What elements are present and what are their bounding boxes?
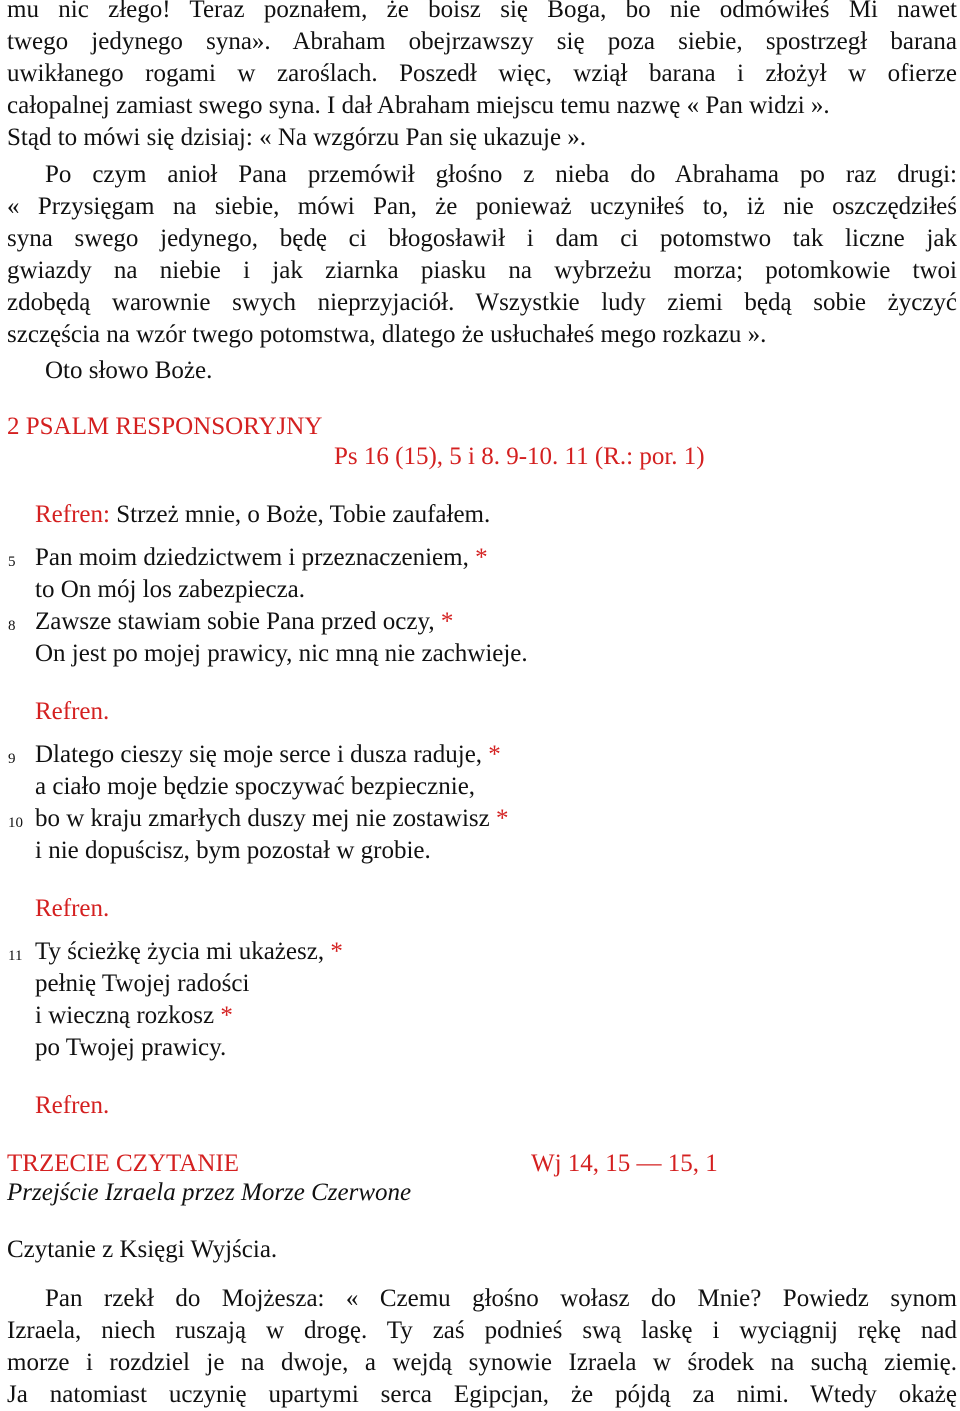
text-line: Pan rzekł do Mojżesza: « Czemu głośno wołasz do Mnie? Powiedz synom	[45, 1285, 957, 1312]
verse-number: 10	[8, 815, 23, 831]
reading-intro: Czytanie z Księgi Wyjścia.	[7, 1236, 278, 1263]
text-line: mu nic złego! Teraz poznałem, że boisz się Boga, bo nie odmówiłeś Mi nawet	[7, 0, 957, 23]
asterisk-marker: *	[440, 608, 454, 635]
verse-line	[0, 1033, 960, 1065]
verse-number: 11	[8, 948, 23, 964]
verse-line	[0, 607, 960, 639]
text-line: całopalnej zamiast swego syna. I dał Abraham miejscu temu nazwę « Pan widzi ».	[7, 92, 830, 119]
verse-text: On jest po mojej prawicy, nic mną nie zachwieje.	[35, 640, 528, 667]
verse-line	[0, 639, 960, 671]
text-line: Ja natomiast uczynię upartymi serca Egipcjan, że pójdą za nimi. Wtedy okażę	[7, 1381, 957, 1408]
verse-line	[0, 836, 960, 868]
verse-line	[0, 1001, 960, 1033]
verse-text: Zawsze stawiam sobie Pana przed oczy,	[35, 608, 441, 635]
refrain	[35, 500, 490, 530]
refrain-short: Refren.	[35, 1092, 110, 1119]
reading-heading: TRZECIE CZYTANIE	[7, 1150, 239, 1177]
verse-text: Dlatego cieszy się moje serce i dusza raduje,	[35, 741, 489, 768]
verse-number: 8	[8, 618, 16, 634]
verse-text: Pan moim dziedzictwem i przeznaczeniem,	[35, 544, 476, 571]
text-line: Izraela, niech ruszają w drogę. Ty zaś podnieś swą laskę i wyciągnij rękę nad	[7, 1317, 957, 1344]
reading-subtitle: Przejście Izraela przez Morze Czerwone	[7, 1179, 412, 1206]
asterisk-marker: *	[495, 805, 509, 832]
verse-line	[0, 543, 960, 575]
verse-text: Ty ścieżkę życia mi ukażesz,	[35, 938, 331, 965]
verse-text: i wieczną rozkosz	[35, 1002, 221, 1029]
asterisk-marker: *	[475, 544, 488, 571]
text-line: twego jedynego syna». Abraham obejrzawszy się poza siebie, spostrzegł barana	[7, 28, 957, 55]
text-line: zdobędą warownie swych nieprzyjaciół. Wszystkie ludy ziemi będą sobie życzyć	[7, 289, 957, 316]
text-line: gwiazdy na niebie i jak ziarnka piasku na wybrzeżu morza; potomkowie twoi	[7, 257, 957, 284]
text-line: « Przysięgam na siebie, mówi Pan, że ponieważ uczyniłeś to, iż nie oszczędziłeś	[7, 193, 957, 220]
asterisk-marker: *	[488, 741, 501, 768]
verse-line	[0, 937, 960, 969]
text-line: Stąd to mówi się dzisiaj: « Na wzgórzu Pan się ukazuje ».	[7, 124, 587, 151]
psalm-heading: 2 PSALM RESPONSORYJNY	[7, 413, 323, 440]
reading-reference: Wj 14, 15 — 15, 1	[531, 1150, 718, 1177]
asterisk-marker: *	[330, 938, 343, 965]
refrain-short: Refren.	[35, 895, 110, 922]
text-line: syna swego jedynego, będę ci błogosławił i dam ci potomstwo tak liczne jak	[7, 225, 957, 252]
text-line: morze i rozdziel je na dwoje, a wejdą synowie Izraela w środek na suchą ziemię.	[7, 1349, 957, 1376]
text-line: Po czym anioł Pana przemówił głośno z nieba do Abrahama po raz drugi:	[45, 161, 957, 188]
verse-line	[0, 969, 960, 1001]
verse-number: 5	[8, 554, 16, 570]
verse-line	[0, 740, 960, 772]
refrain-text: Strzeż mnie, o Boże, Tobie zaufałem.	[109, 501, 491, 528]
verse-text: bo w kraju zmarłych duszy mej nie zostawisz	[35, 805, 496, 832]
refrain-label: Refren:	[35, 501, 110, 528]
verse-line	[0, 575, 960, 607]
refrain-short: Refren.	[35, 698, 110, 725]
verse-line	[0, 804, 960, 836]
verse-text: a ciało moje będzie spoczywać bezpiecznie,	[35, 773, 476, 800]
text-line: szczęścia na wzór twego potomstwa, dlatego że usłuchałeś mego rozkazu ».	[7, 321, 767, 348]
verse-line	[0, 772, 960, 804]
verse-text: po Twojej prawicy.	[35, 1034, 227, 1061]
verse-text: pełnię Twojej radości	[35, 970, 250, 997]
psalm-reference: Ps 16 (15), 5 i 8. 9-10. 11 (R.: por. 1)	[334, 443, 705, 470]
verse-text: i nie dopuścisz, bym pozostał w grobie.	[35, 837, 431, 864]
text-line: uwikłanego rogami w zaroślach. Poszedł więc, wziął barana i złożył w ofierze	[7, 60, 957, 87]
verse-number: 9	[8, 751, 16, 767]
asterisk-marker: *	[220, 1002, 233, 1029]
closing-acclamation: Oto słowo Boże.	[45, 357, 213, 384]
verse-text: to On mój los zabezpiecza.	[35, 576, 306, 603]
